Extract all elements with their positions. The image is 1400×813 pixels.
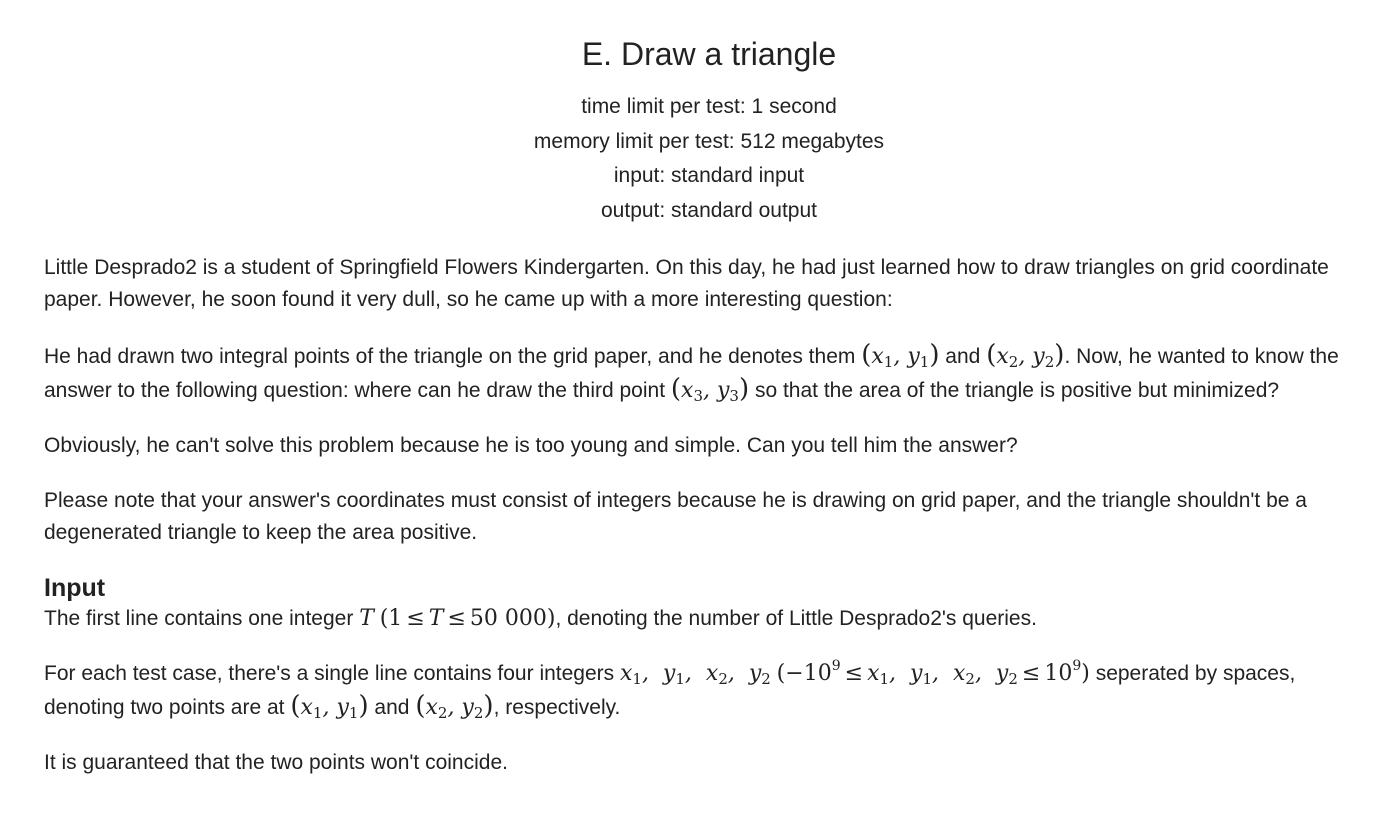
statement-text: He had drawn two integral points of the triangle on the grid paper, and he denotes them bbox=[44, 345, 862, 368]
problem-title: E. Draw a triangle bbox=[581, 36, 837, 72]
input-paragraph-2 bbox=[44, 658, 1374, 724]
math-point-2: ($x_2$, $y_2$) bbox=[415, 691, 494, 722]
input-text: For each test case, there's a single line contains four integers bbox=[44, 662, 620, 685]
math-point-1: ($x_1$, $y_1$) bbox=[861, 340, 940, 371]
statement-paragraph-2 bbox=[44, 339, 1374, 407]
memory-limit: memory limit per test: 512 megabytes bbox=[533, 129, 885, 153]
input-section-title: Input bbox=[44, 574, 106, 602]
math-point-1: ($x_1$, $y_1$) bbox=[290, 691, 369, 722]
math-t-range: (1 ≤ T ≤ 50 000) bbox=[379, 606, 556, 631]
math-point-2: ($x_2$, $y_2$) bbox=[986, 340, 1065, 371]
input-text: The first line contains one integer bbox=[44, 607, 360, 630]
time-limit: time limit per test: 1 second bbox=[581, 95, 837, 118]
statement-paragraph-4: Please note that your answer's coordinates must consist of integers because he is drawing on grid paper, and the triangle shouldn't be a degenerated triangle to keep the area positive. bbox=[44, 489, 1307, 544]
statement-paragraph-1: Little Desprado2 is a student of Springfield Flowers Kindergarten. On this day, he had just learned how to draw triangles on grid coordinate paper. However, he soon found it very dull, so he came up with a more interesting question: bbox=[44, 256, 1329, 311]
input-type: input: standard input bbox=[613, 164, 805, 187]
output-type: output: standard output bbox=[601, 198, 817, 222]
statement-paragraph-3: Obviously, he can't solve this problem because he is too young and simple. Can you tell him the answer? bbox=[44, 434, 1018, 457]
input-text: , respectively. bbox=[493, 696, 621, 719]
problem-statement bbox=[44, 252, 1374, 779]
input-text: seperated by spaces, denoting two points are at bbox=[44, 662, 1296, 719]
input-text: and bbox=[368, 696, 416, 719]
input-paragraph-1 bbox=[44, 603, 1374, 635]
math-integers: $x_1$, $y_1$, $x_2$, $y_2$ bbox=[619, 661, 771, 688]
input-text: , denoting the number of Little Desprado2's queries. bbox=[555, 607, 1037, 630]
math-point-3: ($x_3$, $y_3$) bbox=[670, 374, 750, 405]
statement-text: and bbox=[939, 345, 987, 368]
math-constraint: ($-10^9 \le x_1$, $y_1$, $x_2$, $y_2 \le 10^9$) bbox=[776, 658, 1090, 688]
problem-header bbox=[44, 0, 1374, 228]
math-t: T bbox=[359, 606, 374, 631]
input-paragraph-3: It is guaranteed that the two points won't coincide. bbox=[44, 751, 508, 774]
problem-page bbox=[44, 0, 1374, 802]
statement-text: so that the area of the triangle is positive but minimized? bbox=[749, 379, 1280, 402]
statement-text: . Now, he wanted to know the answer to the following question: where can he draw the third point bbox=[44, 345, 1339, 402]
problem-limits bbox=[44, 90, 1374, 228]
